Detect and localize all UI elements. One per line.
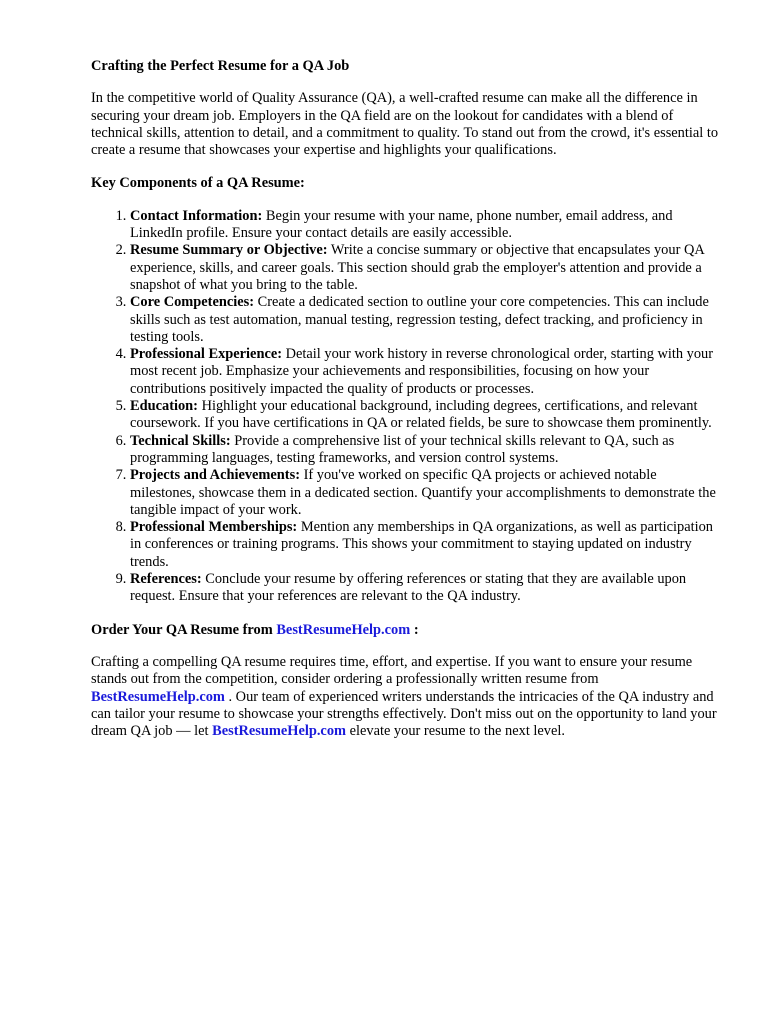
list-item xyxy=(130,242,721,294)
order-heading xyxy=(91,622,721,639)
intro-paragraph: In the competitive world of Quality Assurance (QA), a well-crafted resume can make all the difference in securing your dream job. Employers in the QA field are on the lookout for candidates with a blend of technical skills, attention to detail, and a commitment to quality. To stand out from the crowd, it's essential to create a resume that showcases your expertise and highlights your qualifications. xyxy=(91,90,719,159)
components-list xyxy=(91,208,721,606)
item-term: References: xyxy=(130,571,202,588)
item-text: Highlight your educational background, including degrees, certifications, and relevant coursework. If you have certifications in QA or related fields, be sure to showcase them prominently. xyxy=(130,398,712,432)
item-term: Education: xyxy=(130,398,198,415)
item-term: Professional Memberships: xyxy=(130,519,298,536)
order-heading-suffix: : xyxy=(410,621,419,638)
item-text: Create a dedicated section to outline your core competencies. This can include skills such as test automation, manual testing, regression testing, defect tracking, and proficiency in testing tools. xyxy=(130,294,709,345)
document-title: Crafting the Perfect Resume for a QA Job xyxy=(91,58,350,74)
item-term: Professional Experience: xyxy=(130,346,283,363)
list-item xyxy=(130,467,721,519)
item-term: Contact Information: xyxy=(130,207,263,224)
item-text: Detail your work history in reverse chronological order, starting with your most recent job. Emphasize your achievements and responsibilities, focusing on how your contributions positively impacted the quality of products or processes. xyxy=(130,346,714,397)
list-item xyxy=(130,433,721,468)
item-text: If you've worked on specific QA projects or achieved notable milestones, showcase them in a dedicated section. Quantify your accomplishments to demonstrate the tangible impact of your work. xyxy=(130,467,716,518)
item-term: Technical Skills: xyxy=(130,432,231,449)
closing-link-2[interactable]: BestResumeHelp.com xyxy=(212,723,346,740)
item-term: Core Competencies: xyxy=(130,294,255,311)
item-text: Begin your resume with your name, phone number, email address, and LinkedIn profile. Ensure your contact details are easily accessible. xyxy=(130,207,673,242)
closing-text-3: elevate your resume to the next level. xyxy=(346,723,565,740)
list-item xyxy=(130,398,721,433)
document-page xyxy=(91,58,721,756)
list-item xyxy=(130,346,721,398)
components-heading: Key Components of a QA Resume: xyxy=(91,175,305,192)
order-heading-prefix: Order Your QA Resume from xyxy=(91,621,277,638)
closing-link-1[interactable]: BestResumeHelp.com xyxy=(91,688,225,705)
list-item xyxy=(130,571,721,606)
item-text: Conclude your resume by offering references or stating that they are available upon request. Ensure that your references are relevant to the QA industry. xyxy=(130,571,687,605)
item-text: Provide a comprehensive list of your technical skills relevant to QA, such as programming languages, testing frameworks, and version control systems. xyxy=(130,432,675,466)
list-item xyxy=(130,519,721,571)
order-heading-link[interactable]: BestResumeHelp.com xyxy=(276,621,411,638)
list-item xyxy=(130,294,721,346)
item-text: Write a concise summary or objective that encapsulates your QA experience, skills, and career goals. This section should grab the employer's attention and provide a snapshot of what you bring to the table. xyxy=(130,242,704,293)
item-text: Mention any memberships in QA organizations, as well as participation in conferences or training programs. This shows your commitment to staying updated on industry trends. xyxy=(130,519,714,570)
item-term: Resume Summary or Objective: xyxy=(130,242,328,259)
closing-paragraph xyxy=(91,654,721,740)
closing-text-2: . Our team of experienced writers understands the intricacies of the QA industry and can tailor your resume to showcase your strengths effectively. Don't miss out on the opportunity to land your dream QA job — let xyxy=(91,688,717,740)
closing-text-1: Crafting a compelling QA resume requires time, effort, and expertise. If you want to ensure your resume stands out from the competition, consider ordering a professionally written resume from xyxy=(91,653,693,688)
list-item xyxy=(130,208,721,243)
item-term: Projects and Achievements: xyxy=(130,467,300,484)
